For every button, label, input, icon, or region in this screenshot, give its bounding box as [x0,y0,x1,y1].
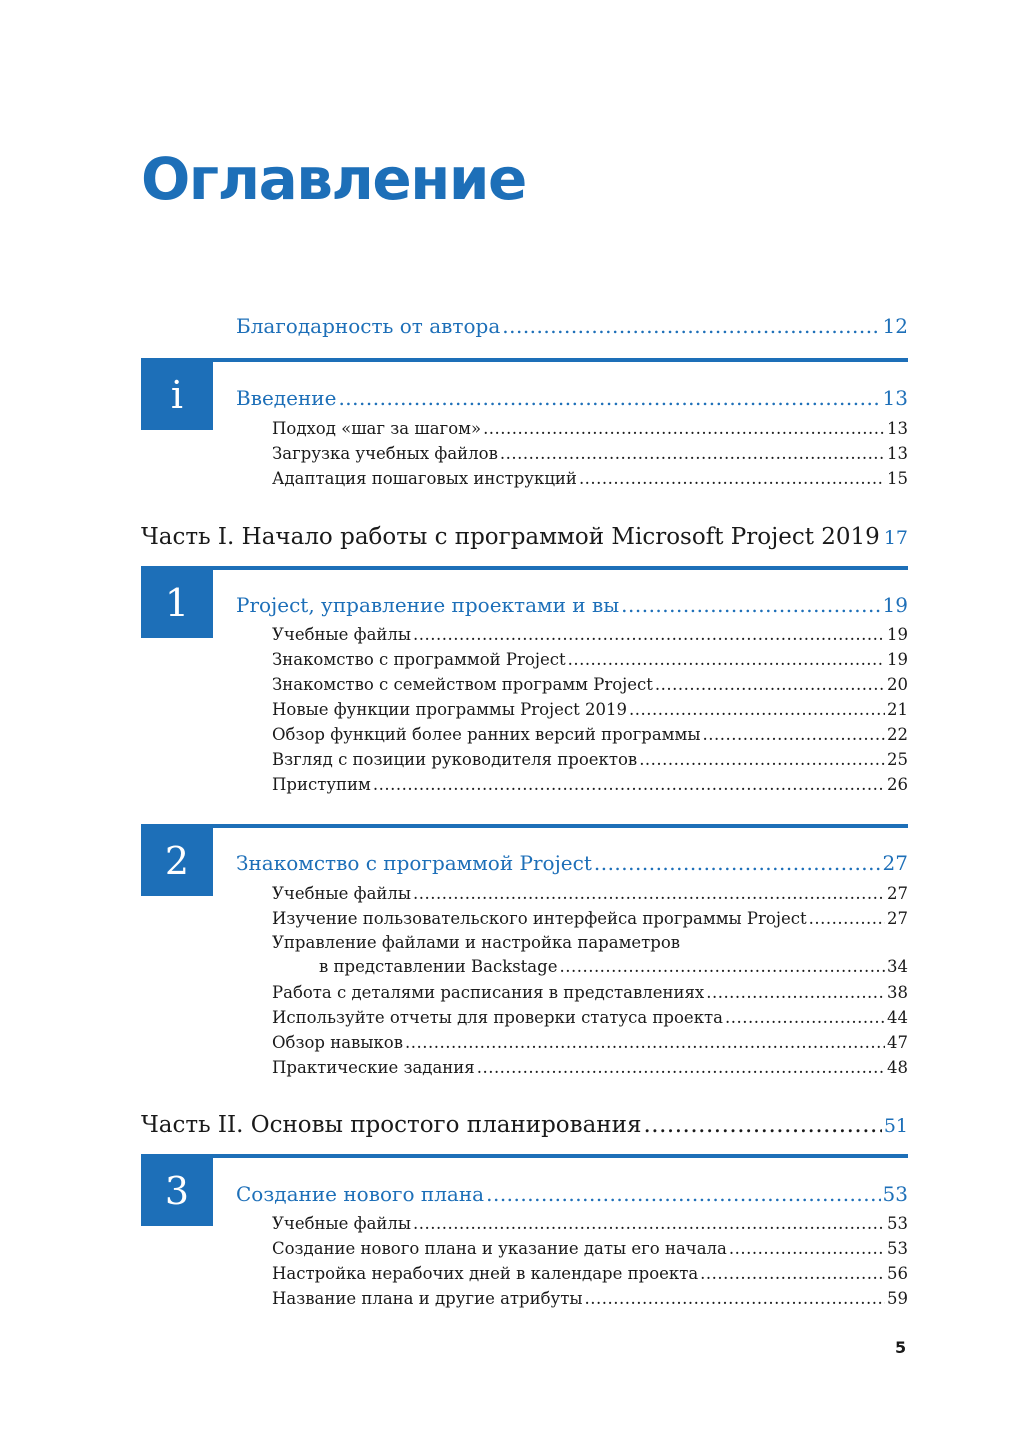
dot-leader [702,727,885,744]
toc-entry-page: 47 [887,1033,908,1052]
toc-entry-acknowledgement[interactable] [236,316,908,336]
toc-section-line[interactable]: Управление файлами и настройка параметров [272,933,681,952]
toc-entry-label: Знакомство с программой Project [236,851,592,875]
toc-entry-page: 15 [887,469,908,488]
toc-section[interactable] [272,1035,908,1052]
toc-entry-page: 26 [887,775,908,794]
toc-section[interactable] [272,727,908,744]
toc-section[interactable] [272,1241,908,1258]
toc-entry-page: 13 [882,386,908,410]
dot-leader [725,1010,885,1027]
chapter-marker-box: 2 [141,826,213,896]
toc-entry-page: 44 [887,1008,908,1027]
toc-entry-label: Project, управление проектами и вы [236,593,620,617]
toc-entry-label: Используйте отчеты для проверки статуса проекта [272,1008,723,1027]
toc-entry-label: Приступим [272,775,371,794]
toc-entry-page: 17 [883,527,908,549]
dot-leader [413,627,885,644]
toc-entry-label: Учебные файлы [272,884,412,903]
toc-entry-page: 27 [887,909,908,928]
toc-section[interactable] [272,1060,908,1077]
toc-entry-page: 27 [887,884,908,903]
dot-leader [706,985,885,1002]
chapter-marker-box: i [141,360,213,430]
dot-leader [373,777,885,794]
toc-entry-page: 20 [887,675,908,694]
toc-entry-label: Знакомство с семейством программ Project [272,675,653,694]
dot-leader [500,446,885,463]
toc-entry-page: 22 [887,725,908,744]
chapter-rule [141,566,908,570]
toc-section[interactable] [272,777,908,794]
dot-leader [413,1216,885,1233]
toc-entry-page: 53 [887,1239,908,1258]
toc-chapter-3[interactable] [236,1184,908,1204]
toc-entry-page: 53 [882,1182,908,1206]
toc-entry-label: Загрузка учебных файлов [272,444,498,463]
dot-leader [559,959,885,976]
toc-entry-page: 38 [887,983,908,1002]
dot-leader [568,652,885,669]
toc-entry-page: 19 [887,650,908,669]
toc-entry-label: Настройка нерабочих дней в календаре проекта [272,1264,699,1283]
dot-leader [594,853,881,873]
toc-entry-label: Учебные файлы [272,625,412,644]
toc-part-2[interactable] [141,1114,908,1137]
dot-leader [700,1266,885,1283]
toc-entry-page: 25 [887,750,908,769]
toc-entry-label: Часть I. Начало работы с программой Microsoft Project 2019 [141,524,880,550]
dot-leader [655,677,885,694]
toc-section[interactable] [272,1266,908,1283]
toc-section[interactable] [272,677,908,694]
dot-leader [502,316,880,336]
page-number: 5 [895,1338,907,1357]
page-title: Оглавление [141,145,526,213]
toc-entry-page: 34 [887,957,908,976]
toc-section[interactable] [272,886,908,903]
toc-entry-page: 51 [883,1115,908,1137]
toc-entry-label: Часть II. Основы простого планирования [141,1112,642,1138]
toc-entry-page: 19 [882,593,908,617]
toc-entry-label: Обзор навыков [272,1033,403,1052]
toc-section[interactable] [272,446,908,463]
toc-section[interactable] [272,1010,908,1027]
toc-entry-label: Изучение пользовательского интерфейса программы Project [272,909,807,928]
toc-entry-label: Благодарность от автора [236,314,501,338]
dot-leader [629,702,885,719]
toc-entry-label: Взгляд с позиции руководителя проектов [272,750,638,769]
toc-section[interactable] [272,627,908,644]
toc-entry-label: Новые функции программы Project 2019 [272,700,628,719]
toc-section[interactable] [272,911,908,928]
dot-leader [579,471,885,488]
toc-entry-label: Работа с деталями расписания в представлениях [272,983,705,1002]
toc-entry-page: 59 [887,1289,908,1308]
toc-entry-page: 13 [887,419,908,438]
dot-leader [483,421,885,438]
dot-leader [643,1114,881,1137]
toc-section[interactable] [272,985,908,1002]
toc-entry-label: Обзор функций более ранних версий программы [272,725,701,744]
toc-part-1[interactable] [141,526,908,549]
toc-section[interactable] [272,1291,908,1308]
toc-entry-label: Учебные файлы [272,1214,412,1233]
dot-leader [338,388,880,408]
dot-leader [477,1060,885,1077]
toc-entry-label: Подход «шаг за шагом» [272,419,482,438]
chapter-rule [141,1154,908,1158]
dot-leader [809,911,885,928]
toc-entry-page: 53 [887,1214,908,1233]
toc-section[interactable] [272,471,908,488]
dot-leader [405,1035,885,1052]
toc-section[interactable] [272,1216,908,1233]
dot-leader [621,595,880,615]
chapter-marker-box: 1 [141,568,213,638]
toc-section[interactable] [272,421,908,438]
toc-entry-label: Адаптация пошаговых инструкций [272,469,577,488]
dot-leader [413,886,885,903]
toc-entry-label: Знакомство с программой Project [272,650,566,669]
toc-entry-label: Создание нового плана и указание даты его начала [272,1239,727,1258]
toc-entry-page: 21 [887,700,908,719]
dot-leader [639,752,885,769]
toc-entry-label: Название плана и другие атрибуты [272,1289,583,1308]
toc-section[interactable] [272,752,908,769]
toc-entry-label: Практические задания [272,1058,475,1077]
toc-entry-page: 12 [882,314,908,338]
toc-entry-page: 13 [887,444,908,463]
toc-chapter-2[interactable] [236,853,908,873]
toc-section[interactable] [272,652,908,669]
chapter-rule [141,358,908,362]
toc-entry-page: 56 [887,1264,908,1283]
toc-chapter-1[interactable] [236,595,908,615]
toc-section[interactable] [272,702,908,719]
chapter-rule [141,824,908,828]
toc-chapter-intro[interactable] [236,388,908,408]
dot-leader [729,1241,885,1258]
toc-entry-page: 19 [887,625,908,644]
toc-entry-page: 27 [882,851,908,875]
dot-leader [486,1184,880,1204]
toc-entry-label: Создание нового плана [236,1182,485,1206]
toc-entry-page: 48 [887,1058,908,1077]
toc-entry-label: в представлении Backstage [319,957,558,976]
dot-leader [585,1291,885,1308]
toc-entry-label: Введение [236,386,337,410]
chapter-marker-box: 3 [141,1156,213,1226]
toc-section[interactable] [319,959,908,976]
